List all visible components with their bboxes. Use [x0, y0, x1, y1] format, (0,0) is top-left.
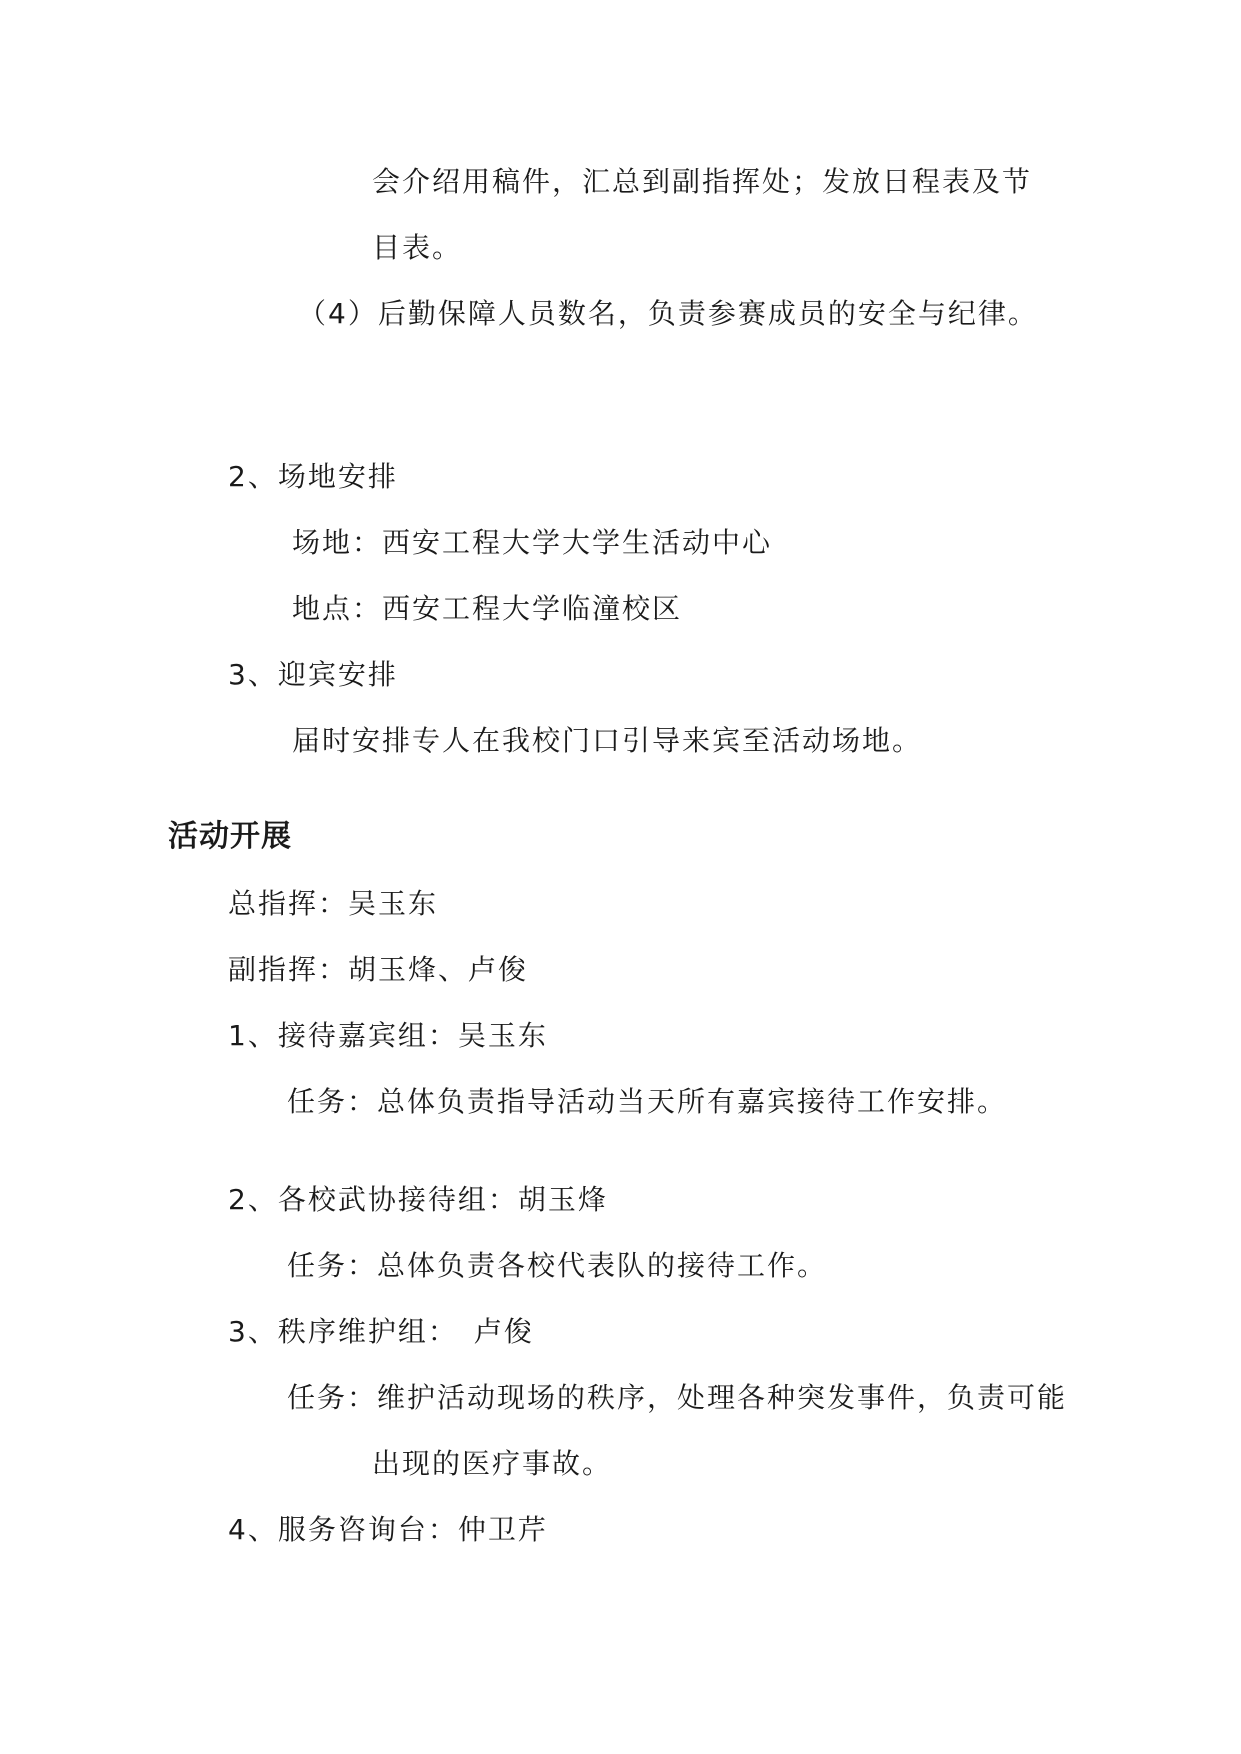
list-item-4: （4）后勤保障人员数名，负责参赛成员的安全与纪律。	[298, 297, 1038, 330]
group-2-title: 2、各校武协接待组：胡玉烽	[228, 1183, 608, 1216]
group-3-task-cont: 出现的医疗事故。	[372, 1447, 613, 1480]
welcome-line: 届时安排专人在我校门口引导来宾至活动场地。	[292, 724, 923, 757]
group-3-title: 3、秩序维护组： 卢俊	[228, 1315, 534, 1348]
group-2-task: 任务：总体负责各校代表队的接待工作。	[287, 1249, 828, 1282]
section-title-venue: 2、场地安排	[228, 460, 398, 493]
section-title-welcome: 3、迎宾安排	[228, 658, 398, 691]
deputy-commander: 副指挥：胡玉烽、卢俊	[228, 953, 529, 986]
location-line: 地点：西安工程大学临潼校区	[292, 592, 683, 625]
group-3-task: 任务：维护活动现场的秩序，处理各种突发事件，负责可能	[287, 1381, 1068, 1414]
group-4-title: 4、服务咨询台：仲卫芹	[228, 1513, 548, 1546]
text-line: 目表。	[372, 231, 463, 264]
group-1-title: 1、接待嘉宾组：吴玉东	[228, 1019, 548, 1052]
chief-commander: 总指挥：吴玉东	[228, 887, 439, 920]
group-1-task: 任务：总体负责指导活动当天所有嘉宾接待工作安排。	[287, 1085, 1008, 1118]
venue-line: 场地：西安工程大学大学生活动中心	[292, 526, 773, 559]
heading-activity: 活动开展	[168, 819, 292, 854]
text-line: 会介绍用稿件，汇总到副指挥处；发放日程表及节	[372, 165, 1033, 198]
